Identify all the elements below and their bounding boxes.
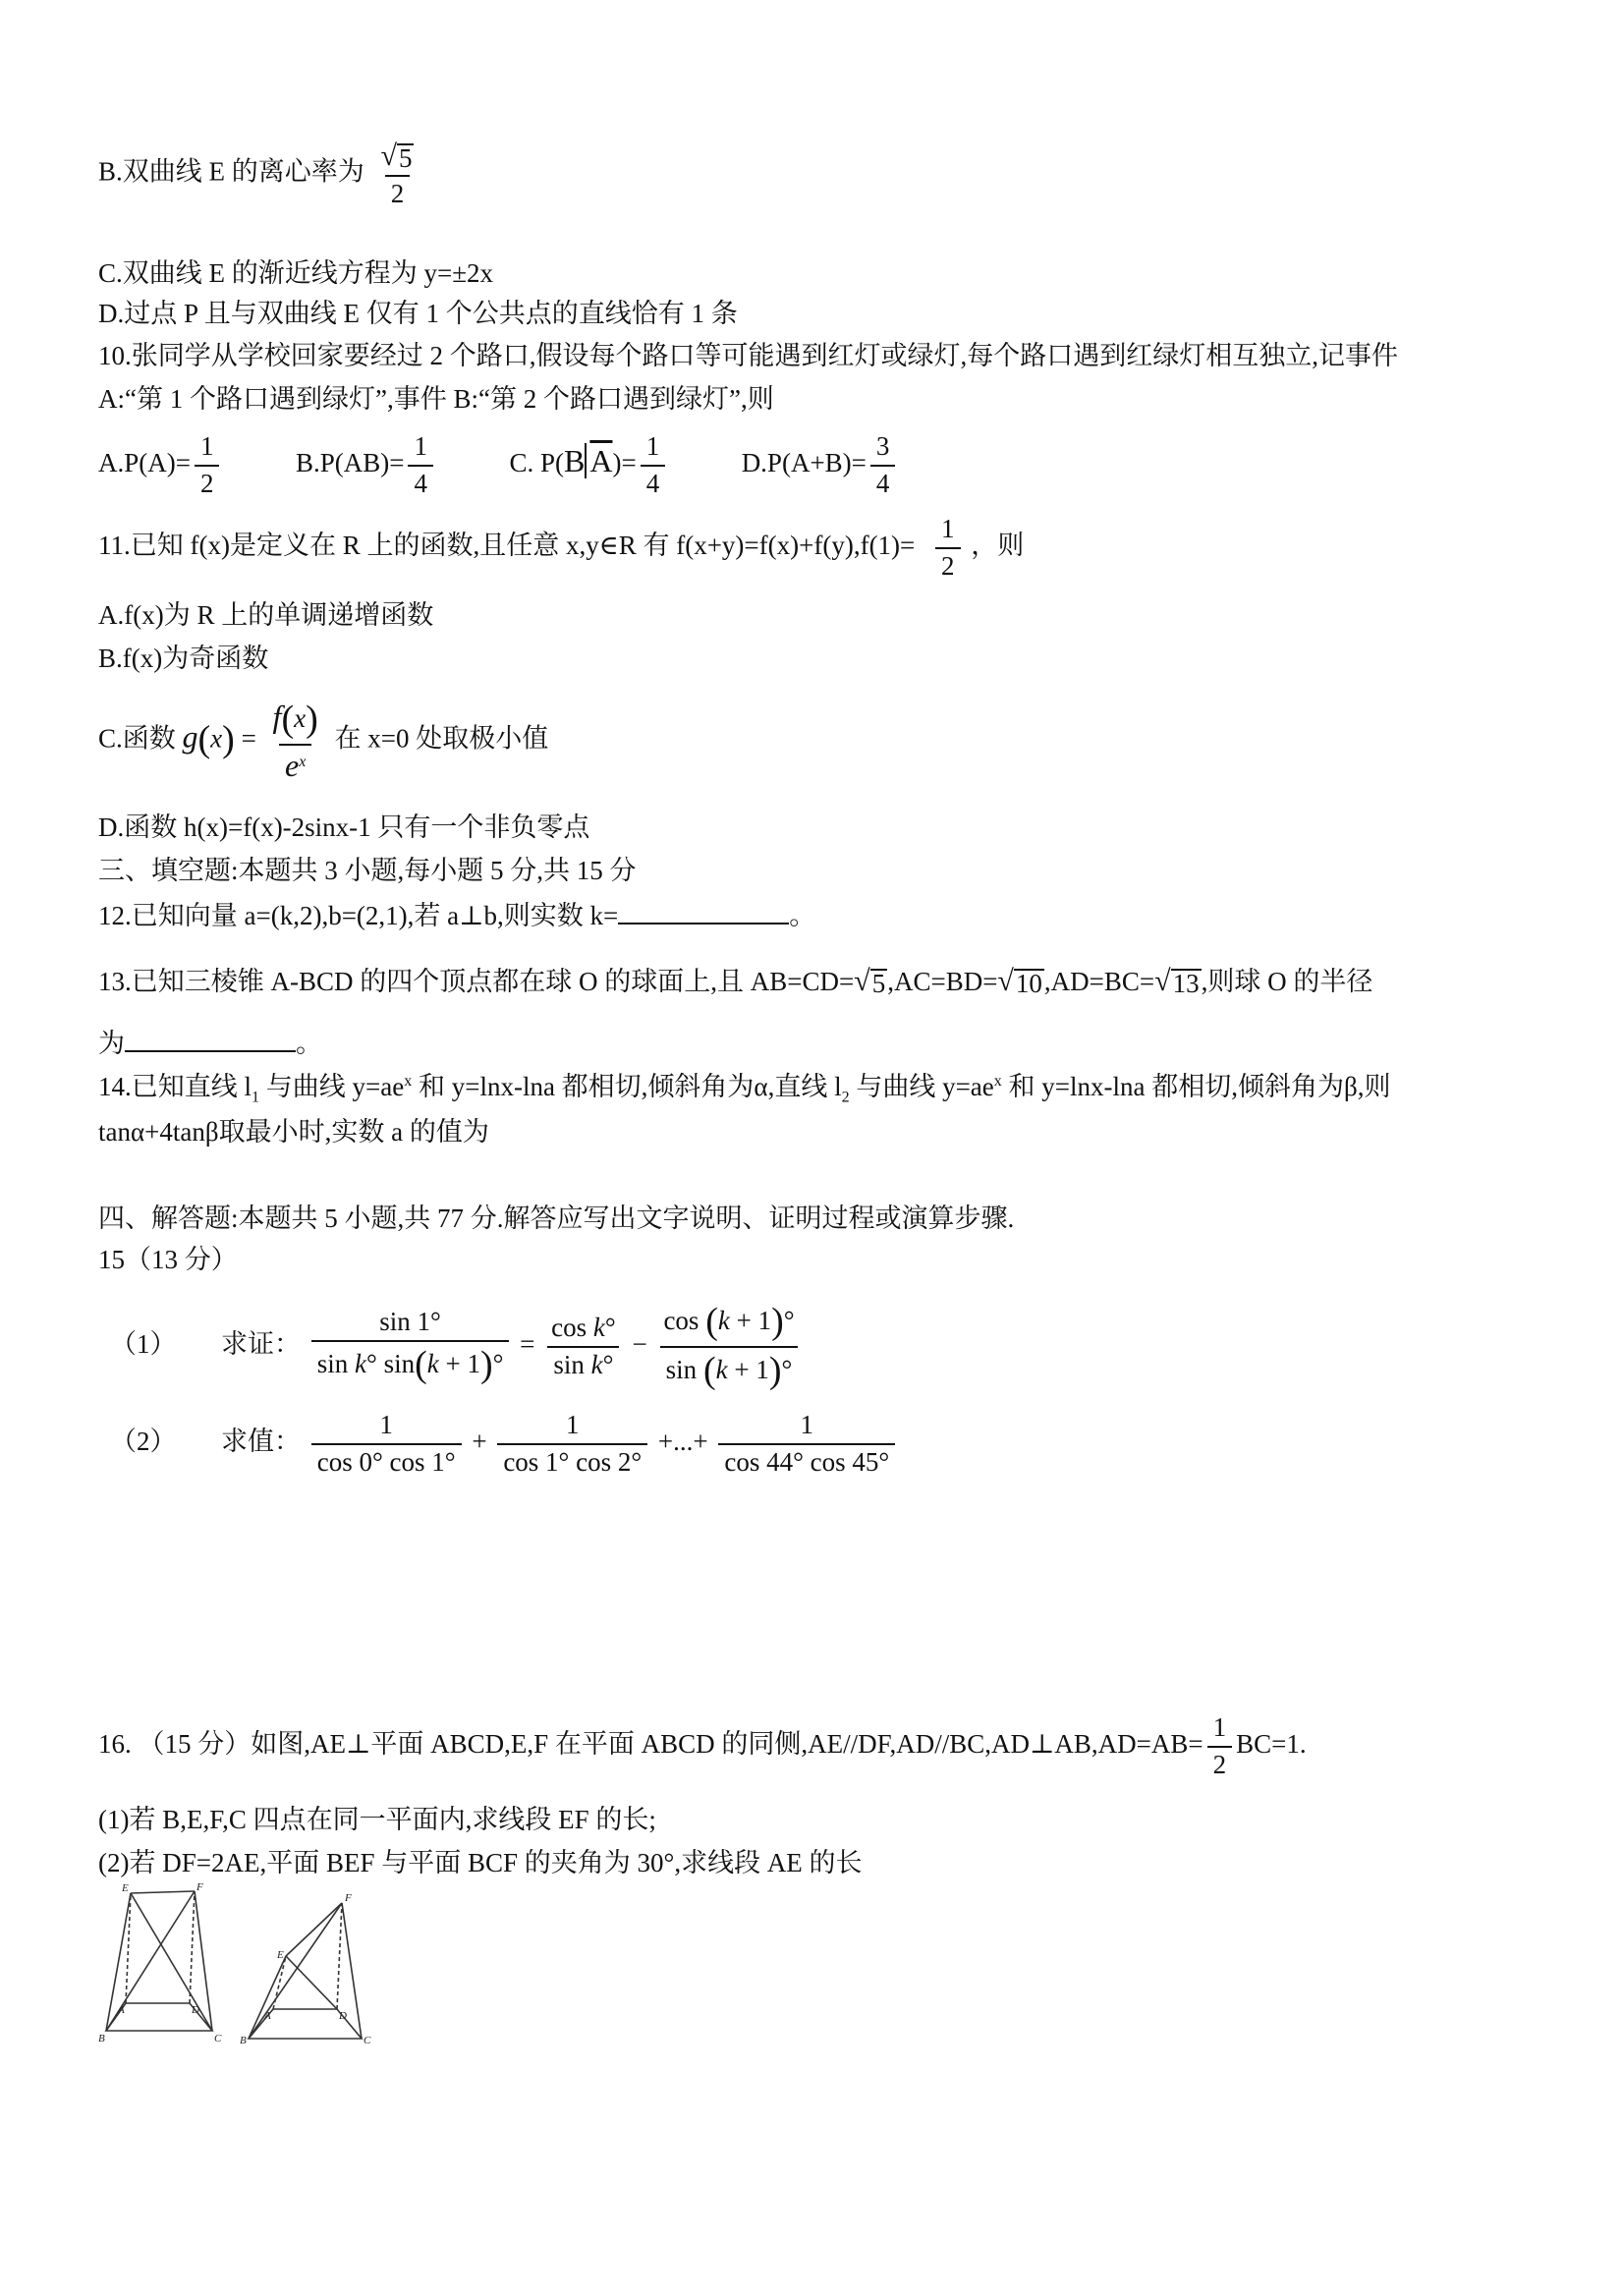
fig1-label-f: F	[196, 1881, 203, 1893]
fig2-label-c: C	[364, 2035, 371, 2044]
fig2-diag2	[286, 1956, 337, 2009]
q16-part2: (2)若 DF=2AE,平面 BEF 与平面 BCF 的夹角为 30°,求线段 AE 的长	[98, 1848, 863, 1877]
q9-b-den: 2	[385, 175, 411, 209]
fig2-label-d: D	[339, 2010, 347, 2022]
fig2-label-a: A	[264, 2010, 271, 2022]
geometry-figure	[96, 1881, 438, 2044]
fig2-label-b: B	[240, 2035, 247, 2044]
q11-fraction: $\frac{1}{2}$	[935, 515, 961, 581]
q11-option-d: D.函数 h(x)=f(x)-2sinx-1 只有一个非负零点	[98, 812, 590, 842]
q12-answer-blank[interactable]	[618, 923, 789, 924]
fig1-diag1	[131, 1893, 212, 2031]
q11-option-b: B.f(x)为奇函数	[98, 644, 269, 673]
section3-heading: 三、填空题:本题共 3 小题,每小题 5 分,共 15 分	[98, 856, 637, 885]
fig1-label-c: C	[214, 2033, 222, 2044]
q15-sum-term1: $\frac{1}{\cos 0^\circ \cos 1^\circ}$	[311, 1411, 462, 1477]
q15-title: 15（13 分）	[98, 1245, 238, 1274]
q10-d-label: D.P(A+B)=	[741, 447, 867, 477]
fig1-label-a: A	[118, 2004, 125, 2016]
q11-option-c: C.函数 g(x) = $\frac{f(x)}{e^x}$ 在 x=0 处取极小值	[98, 699, 549, 783]
fig1-label-b: B	[98, 2033, 105, 2044]
q10-options: A.P(A)= $\frac{1}{2}$ B.P(AB)= $\frac{1}{4}$ C. P(B $\overline{A})=$ $\frac{1}{4}$ D.P(A+B)= $\frac{3}{4}$	[98, 432, 899, 498]
q9-option-b	[98, 140, 423, 209]
q10-c-label: C. P(	[509, 447, 565, 477]
section4-heading: 四、解答题:本题共 5 小题,共 77 分.解答应写出文字说明、证明过程或演算步骤.	[98, 1204, 1015, 1233]
q9-b-sqrt: 5	[398, 143, 413, 173]
fig2-edge-df	[337, 1903, 342, 2009]
q10-stem-line2: A:“第 1 个路口遇到绿灯”,事件 B:“第 2 个路口遇到绿灯”,则	[98, 384, 774, 414]
fig1-label-d: D	[192, 2004, 199, 2016]
q15-sum-term2: $\frac{1}{\cos 1^\circ \cos 2^\circ}$	[497, 1411, 647, 1477]
q9-b-text: B.双曲线 E 的离心率为	[98, 156, 364, 187]
fig2-edge-ef	[286, 1903, 342, 1956]
fig2-diag	[249, 1903, 342, 2039]
q9-option-c: C.双曲线 E 的渐近线方程为 y=±2x	[98, 258, 494, 288]
q15-part1: （1） 求证： $\frac{\sin 1^\circ}{\text{sin k° sin(k + 1)°}}$ = $\frac{\text{cos k°}}{\text{sin k°}}$ − $\frac{\cos (k + 1)^\circ}{\sin (k + 1)^\circ}$	[110, 1302, 805, 1392]
fig2-label-e: E	[277, 1949, 284, 1961]
q10-stem-line1: 10.张同学从学校回家要经过 2 个路口,假设每个路口等可能遇到红灯或绿灯,每个路口遇到红绿灯相互独立,记事件	[98, 341, 1398, 370]
fig2-edge-be	[249, 1956, 286, 2039]
q15-lhs-fraction: $\frac{\sin 1^\circ}{\text{sin k° sin(k + 1)°}}$	[311, 1308, 510, 1385]
q14-line2: tanα+4tanβ取最小时,实数 a 的值为	[98, 1117, 489, 1147]
q14-line1: 14.已知直线 $l_1$ 与曲线 $y=ae^x$ 和 y=lnx-lna 都相切,倾斜角为α,直线 $l_2$ 与曲线 $y=ae^x$ 和 y=lnx-lna 都相切,倾斜角为β,则	[98, 1072, 1391, 1106]
q11-option-a: A.f(x)为 R 上的单调递增函数	[98, 600, 434, 630]
fig2-label-f: F	[345, 1892, 352, 1904]
q15-rhs-fraction1: $\frac{\text{cos k°}}{\text{sin k°}}$	[545, 1314, 622, 1379]
q12: 12.已知向量 a=(k,2),b=(2,1),若 a⊥b,则实数 k= 。	[98, 901, 816, 930]
q11-stem: 11.已知 f(x)是定义在 R 上的函数,且任意 x,y∈R 有 f(x+y)=f(x)+f(y),f(1)= $\frac{1}{2}$ ，则	[98, 514, 1025, 581]
q10-c-not-a: $\overline{A}$	[585, 443, 612, 478]
fig1-edge-df	[190, 1891, 195, 2003]
q9-b-fraction: √ 5 2	[380, 140, 413, 208]
q9-option-d: D.过点 P 且与双曲线 E 仅有 1 个公共点的直线恰有 1 条	[98, 299, 738, 328]
q15-rhs-fraction2: $\frac{\cos (k + 1)^\circ}{\sin (k + 1)^\circ}$	[657, 1302, 800, 1392]
q11-c-fraction: $\frac{f(x)}{e^x}$	[272, 699, 318, 783]
q10-a-label: A.P(A)=	[98, 447, 191, 477]
q16-part1: (1)若 B,E,F,C 四点在同一平面内,求线段 EF 的长;	[98, 1805, 656, 1834]
q15-sum-term3: $\frac{1}{\cos 44^\circ \cos 45^\circ}$	[718, 1411, 895, 1477]
q13-answer-blank[interactable]	[125, 1050, 296, 1052]
q16-stem: 16. （15 分）如图,AE⊥平面 ABCD,E,F 在平面 ABCD 的同侧,AE//DF,AD//BC,AD⊥AB,AD=AB= $\frac{1}{2}$ BC=1.	[98, 1712, 1307, 1779]
q15-part2: （2） 求值： $\frac{1}{\cos 0^\circ \cos 1^\circ}$ + $\frac{1}{\cos 1^\circ \cos 2^\circ}$ +...+ $\frac{1}{\cos 44^\circ \cos 45^\circ}$	[110, 1411, 899, 1477]
q13-line1: 13.已知三棱锥 A-BCD 的四个顶点都在球 O 的球面上,且 AB=CD= √ 5 ,AC=BD= √ 10 ,AD=BC= √ 13 ,则球 O 的半径	[98, 965, 1373, 998]
q13-line2: 为 。	[98, 1029, 322, 1058]
fig1-label-e: E	[122, 1882, 129, 1894]
q10-b-label: B.P(AB)=	[295, 447, 405, 477]
fig1-edge-ef	[131, 1891, 195, 1893]
